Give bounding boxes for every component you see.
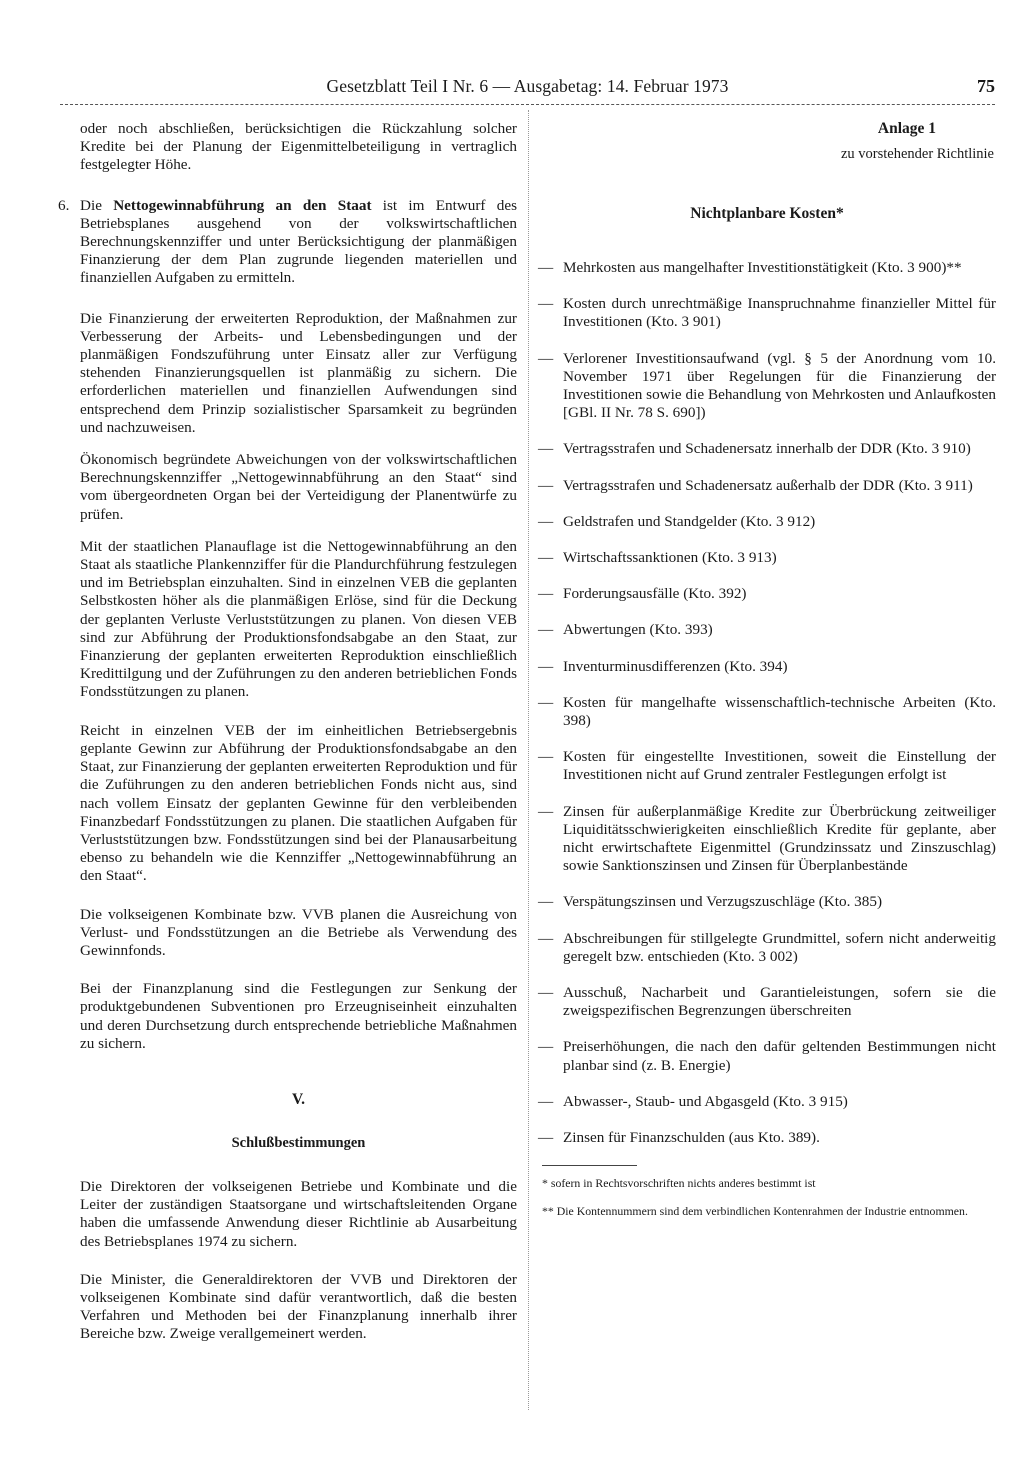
footnote: * sofern in Rechtsvorschriften nichts anderes bestimmt ist	[542, 1176, 816, 1191]
dash-marker: —	[538, 802, 554, 820]
dash-marker: —	[538, 657, 554, 675]
list-item-text: Preiserhöhungen, die nach den dafür geltenden Bestimmungen nicht planbar sind (z. B. Energie)	[563, 1038, 996, 1074]
list-item	[538, 658, 996, 676]
list-item-text: Abwertungen (Kto. 393)	[563, 621, 713, 639]
list-item	[538, 1093, 996, 1111]
list-item	[538, 549, 996, 567]
list-item-text: Kosten für mangelhafte wissenschaftlich-technische Arbeiten (Kto. 398)	[563, 693, 996, 730]
list-item-text: Ausschuß, Nacharbeit und Garantieleistungen, sofern sie die zweigspezifischen Begrenzungen überschreiten	[563, 984, 996, 1020]
list-item-text: Geldstrafen und Standgelder (Kto. 3 912)	[563, 512, 816, 530]
list-item	[538, 585, 996, 603]
anlage-title: Anlage 1	[877, 120, 936, 137]
page-header	[60, 76, 995, 98]
list-item	[538, 350, 996, 423]
list-item	[538, 440, 996, 458]
item-6-paragraph	[58, 196, 518, 288]
dash-marker: —	[538, 893, 554, 911]
list-item-text: Kosten für eingestellte Investitionen, soweit die Einstellung der Investitionen nicht auf Grund zentraler Festlegungen erfolgt ist	[563, 748, 996, 784]
list-item	[538, 1129, 996, 1147]
body-paragraph: Die volkseigenen Kombinate bzw. VVB planen die Ausreichung von Verlust- und Fondsstützungen an die Betriebe als Verwendung des Gewinnfonds.	[80, 905, 517, 959]
list-item	[538, 803, 996, 876]
dash-marker: —	[538, 929, 554, 947]
body-paragraph: Reicht in einzelnen VEB der im einheitlichen Betriebsergebnis geplante Gewinn zur Abführung der Produktionsfondsabgabe an den Staat, zur Finanzierung der geplanten erweiterten Reproduktion und für die Zuführungen zu den anderen betrieblichen Fonds nicht aus, sind nach vollem Einsatz der geplanten Gewinne für den verbleibenden Finanzbedarf Fondsstützungen zu planen. Die staatlichen Aufgaben für Verluststützungen bzw. Fondsstützungen sind bei der Planausarbeitung ebenso zu behandeln wie die Kennziffer „Nettogewinnabführung an den Staat“.	[80, 721, 517, 885]
list-item	[538, 513, 996, 531]
dash-marker: —	[538, 984, 554, 1002]
list-item-text: Forderungsausfälle (Kto. 392)	[563, 585, 747, 603]
list-item-text: Zinsen für Finanzschulden (aus Kto. 389).	[563, 1129, 820, 1147]
dash-marker: —	[538, 549, 554, 567]
list-item	[538, 477, 996, 495]
footnote-rule	[542, 1165, 637, 1166]
body-paragraph: Ökonomisch begründete Abweichungen von der volkswirtschaftlichen Berechnungskennziffer „Nettogewinnabführung an den Staat“ sind vom übergeordneten Organ bei der Verteidigung der Planentwürfe zu prüfen.	[80, 451, 517, 523]
item-6-rest: ist im Entwurf des Betriebsplanes ausgehend von der volkswirtschaftlichen Berechnungskennziffer und unter Berücksichtigung der planmäßigen Finanzierung der dem Plan zugrunde liegenden materiellen und finanziellen Aufgaben zu ermitteln.	[80, 196, 518, 287]
dash-marker: —	[538, 295, 554, 313]
final-paragraph: Die Minister, die Generaldirektoren der VVB und Direktoren der volkseigenen Kombinate sind dafür verantwortlich, daß die besten Verfahren und Methoden bei der Finanzplanung innerhalb ihrer Bereiche bzw. Zweige verallgemeinert werden.	[80, 1270, 517, 1343]
footnote: ** Die Kontennummern sind dem verbindlichen Kontenrahmen der Industrie entnommen.	[542, 1204, 968, 1219]
list-item-text: Vertragsstrafen und Schadenersatz innerhalb der DDR (Kto. 3 910)	[563, 440, 971, 458]
list-item-text: Verspätungszinsen und Verzugszuschläge (Kto. 385)	[563, 893, 883, 911]
list-item-text: Wirtschaftssanktionen (Kto. 3 913)	[563, 549, 777, 567]
list-item	[538, 1038, 996, 1074]
dash-marker: —	[538, 1038, 554, 1056]
list-item-text: Abwasser-, Staub- und Abgasgeld (Kto. 3 915)	[563, 1092, 848, 1110]
list-item-text: Inventurminusdifferenzen (Kto. 394)	[563, 657, 788, 675]
anlage-subtitle: zu vorstehender Richtlinie	[840, 146, 994, 162]
dash-marker: —	[538, 621, 554, 639]
dash-marker: —	[538, 476, 554, 494]
body-paragraph: Mit der staatlichen Planauflage ist die Nettogewinnabführung an den Staat als staatliche Plankennziffer für die Plandurchführung festzulegen und im Betriebsplan einzuhalten. Sind in einzelnen VEB die geplanten Selbstkosten höher als die planmäßigen Erlöse, sind für die Deckung der geplanten Verluste Verluststützungen zu planen. Von diesen VEB sind zur Abführung der Produktionsfondsabgabe an den Staat, zur Finanzierung der geplanten erweiterten Reproduktion einschließlich Kredittilgung und der Zuführungen zu den anderen betrieblichen Fonds Fondsstützungen zu planen.	[80, 537, 517, 701]
list-item-text: Verlorener Investitionsaufwand (vgl. § 5 der Anordnung vom 10. November 1971 über Regelungen für die Finanzierung der Investitionen sowie die Behandlung von Mehrkosten und Anlaufkosten [GBl. II Nr. 78 S. 690])	[563, 349, 996, 422]
item-number: 6.	[58, 196, 70, 214]
body-paragraph: Bei der Finanzplanung sind die Festlegungen zur Senkung der produktgebundenen Subventionen pro Erzeugniseinheit einzuhalten und deren Durchsetzung durch entsprechende betriebliche Maßnahmen zu sichern.	[80, 980, 517, 1052]
dash-marker: —	[538, 748, 554, 766]
page-number: 75	[977, 76, 995, 96]
dash-marker: —	[538, 1129, 554, 1147]
list-item	[538, 893, 996, 911]
final-paragraph: Die Direktoren der volkseigenen Betriebe und Kombinate und die Leiter der zuständigen Staatsorgane und wirtschaftsleitenden Organe haben die umfassende Anwendung dieser Richtlinie ab Ausarbeitung des Betriebsplanes 1974 zu sichern.	[80, 1177, 517, 1250]
dash-marker: —	[538, 1092, 554, 1110]
list-item-text: Kosten durch unrechtmäßige Inanspruchnahme finanzieller Mittel für Investitionen (Kto. 3 901)	[563, 295, 996, 331]
column-divider	[528, 110, 529, 1410]
body-paragraph: Die Finanzierung der erweiterten Reproduktion, der Maßnahmen zur Verbesserung der Arbeits- und Lebensbedingungen und der planmäßigen Fondszuführung unter Einsatz aller zur Verfügung stehenden Finanzierungsquellen ist planmäßig zu sichern. Die erforderlichen materiellen und finanziellen Aufwendungen sind entsprechend dem Prinzip sozialistischer Sparsamkeit zu begründen und nachzuweisen.	[80, 309, 517, 436]
item-6-bold-term: Nettogewinnabführung an den Staat	[113, 196, 372, 214]
section-title: Schlußbestimmungen	[231, 1134, 366, 1151]
list-item-text: Vertragsstrafen und Schadenersatz außerhalb der DDR (Kto. 3 911)	[563, 476, 973, 494]
list-item	[538, 748, 996, 784]
list-item	[538, 984, 996, 1020]
dash-marker: —	[538, 585, 554, 603]
cost-heading: Nichtplanbare Kosten*	[690, 205, 844, 222]
list-item-text: Mehrkosten aus mangelhafter Investitionstätigkeit (Kto. 3 900)**	[563, 259, 962, 276]
header-rule	[60, 104, 995, 105]
left-column	[58, 120, 518, 1358]
section-number: V.	[291, 1090, 306, 1108]
list-item	[538, 930, 996, 966]
dash-marker: —	[538, 512, 554, 530]
list-item-text: Zinsen für außerplanmäßige Kredite zur Überbrückung zeitweiliger Liquiditätsschwierigkeiten einschließlich Kredite für geplante, aber nicht erwirtschaftete Eigenmittel (Grundzinssatz und Zinszuschlag) sowie Sanktionszinsen und Zinsen für Überplanbestände	[563, 802, 996, 875]
dash-marker: —	[538, 693, 554, 711]
list-item	[538, 621, 996, 639]
list-item	[538, 694, 996, 730]
continuation-paragraph: oder noch abschließen, berücksichtigen die Rückzahlung solcher Kredite bei der Planung der Eigenmittelbeteiligung in vertraglich festgelegter Höhe.	[80, 120, 517, 174]
list-item	[538, 295, 996, 331]
cost-list	[538, 259, 996, 1147]
dash-marker: —	[538, 440, 554, 458]
right-column	[538, 120, 996, 1218]
header-title: Gesetzblatt Teil I Nr. 6 — Ausgabetag: 14. Februar 1973	[326, 76, 729, 96]
list-item	[538, 259, 996, 277]
dash-marker: —	[538, 259, 554, 276]
dash-marker: —	[538, 349, 554, 367]
list-item-text: Abschreibungen für stillgelegte Grundmittel, sofern nicht anderweitig geregelt bzw. entschieden (Kto. 3 002)	[563, 929, 996, 965]
item-6-lead: Die	[80, 196, 102, 214]
